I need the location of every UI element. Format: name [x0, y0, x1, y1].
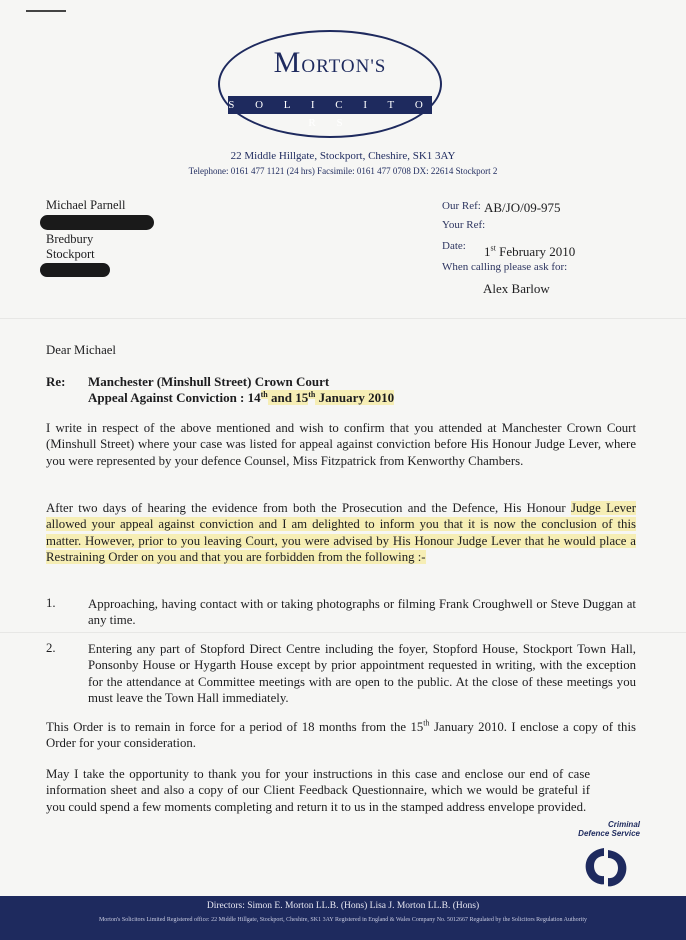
re-appeal: Appeal Against Conviction : 14th and 15th January 2010: [88, 389, 395, 405]
date-label: Date:: [442, 240, 466, 252]
firm-address: 22 Middle Hillgate, Stockport, Cheshire, SK1 3AY: [230, 150, 456, 162]
corner-mark: [26, 10, 66, 12]
paper-fold: [0, 632, 686, 633]
recipient-town: Bredbury: [46, 232, 94, 246]
criminal-defence-service-icon: [578, 844, 634, 890]
item-number: 1.: [46, 596, 56, 610]
redacted-postcode: [40, 263, 110, 277]
recipient-name: Michael Parnell: [46, 198, 126, 212]
contact-name: Alex Barlow: [483, 281, 550, 296]
cds-label: Criminal Defence Service: [578, 820, 640, 838]
firm-logo: [218, 30, 442, 138]
letter-footer: [0, 896, 686, 940]
letter-date: 1st February 2010: [484, 243, 576, 259]
our-ref-label: Our Ref:: [442, 200, 481, 212]
re-court: Manchester (Minshull Street) Crown Court: [88, 374, 330, 389]
footer-registered: Morton's Solicitors Limited Registered office: 22 Middle Hillgate, Stockport, Cheshire, SK1 3AY Registered in England & Wales Company No. 5012667 Regulated by the Solicitors Regulation Authority: [98, 917, 588, 923]
our-ref-value: AB/JO/09-975: [484, 200, 561, 215]
logo-subtitle: S O L I C I T O R S: [228, 96, 432, 114]
paragraph-4: May I take the opportunity to thank you for your instructions in this case and enclose our end of case information sheet and also a copy of our Client Feedback Questionnaire, which we would be grateful if you could spend a few moments completing and return it to us in the stamped address envelope provided.: [46, 767, 590, 814]
paragraph-2: After two days of hearing the evidence from both the Prosecution and the Defence, His Honour Judge Lever allowed your appeal against conviction and I am delighted to inform you that it is now the conclusion of this matter. However, prior to you leaving Court, you were advised by His Honour Judge Lever that he would place a Restraining Order on you and that you are forbidden from the following :-: [46, 501, 636, 565]
recipient-city: Stockport: [46, 247, 95, 261]
paragraph-1: I write in respect of the above mentioned and wish to confirm that you attended at Manchester Crown Court (Minshull Street) where your case was listed for appeal against conviction before His Honour Judge Lever, where you were represented by your defence Counsel, Miss Fitzpatrick from Kenworthy Chambers.: [46, 421, 636, 468]
item-text: Entering any part of Stopford Direct Centre including the foyer, Stopford House, Stockport Town Hall, Ponsonby House or Hygarth House except by prior appointment requested in writing, with the exception for the attendance at Committee meetings with are open to the public. At the close of these meetings you must leave the Town Hall immediately.: [88, 642, 636, 706]
paragraph-3: This Order is to remain in force for a period of 18 months from the 15th January 2010. I enclose a copy of this Order for your consideration.: [46, 718, 636, 751]
item-number: 2.: [46, 641, 56, 655]
firm-contact: Telephone: 0161 477 1121 (24 hrs) Facsimile: 0161 477 0708 DX: 22614 Stockport 2: [188, 166, 498, 176]
your-ref-label: Your Ref:: [442, 219, 486, 231]
redacted-street: [40, 215, 154, 230]
calling-label: When calling please ask for:: [442, 261, 568, 273]
footer-directors: Directors: Simon E. Morton LL.B. (Hons) Lisa J. Morton LL.B. (Hons): [206, 901, 480, 911]
logo-name: MORTON'S: [273, 46, 387, 79]
re-label: Re:: [46, 374, 66, 389]
paper-fold: [0, 318, 686, 319]
item-text: Approaching, having contact with or taking photographs or filming Frank Croughwell or Steve Duggan at any time.: [88, 597, 636, 628]
salutation: Dear Michael: [46, 343, 116, 357]
